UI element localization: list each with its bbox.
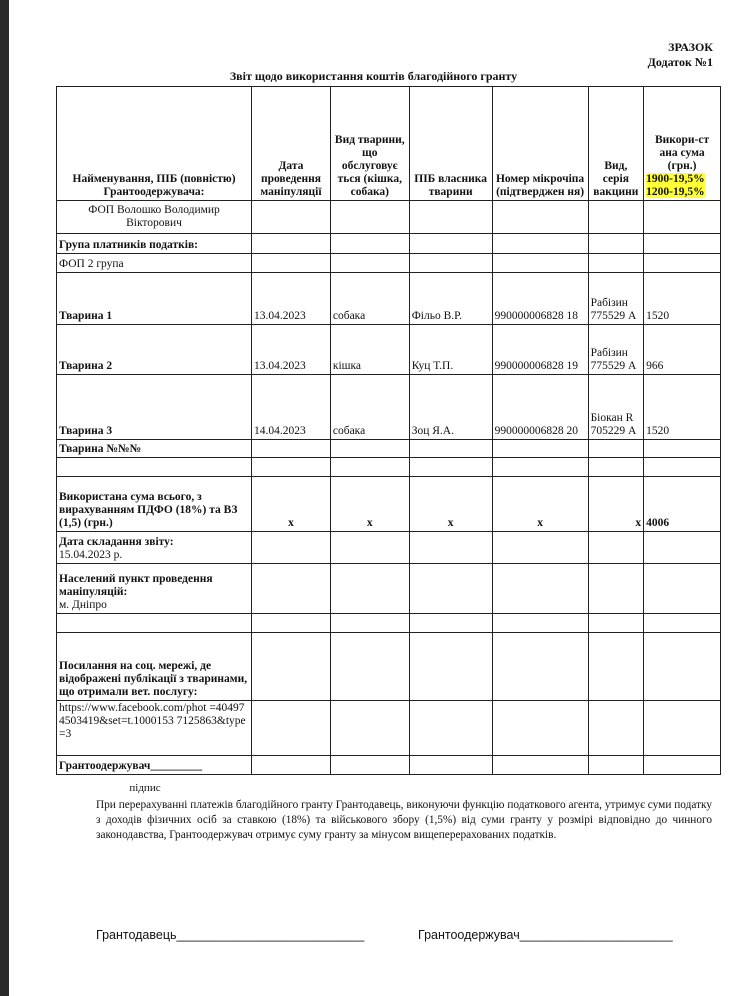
tax-group-row — [57, 254, 721, 273]
col-vaccine-header: Вид, серія вакцини — [588, 87, 644, 201]
grantee-signature-line: Грантоодержувач______________________ — [418, 928, 673, 942]
report-date-label: Дата складання звіту: — [59, 536, 174, 548]
col-chip-header: Номер мікрочіпа (підтверджен ня) — [492, 87, 588, 201]
amount-header-label: Викори-ст ана сума (грн.) — [655, 134, 710, 172]
social-label: Посилання на соц. мережі, де відображені публікації з тваринами, що отримали вет. послугу: — [57, 633, 252, 701]
grantee-name: ФОП Волошко Володимир Вікторович — [57, 201, 252, 234]
amount-rate-1: 1900-19,5% — [646, 173, 705, 185]
animal-label: Тварина 2 — [57, 325, 252, 375]
col-date-header: Дата проведення маніпуляції — [252, 87, 331, 201]
grantee-signature-label: Грантоодержувач_________ — [57, 756, 252, 775]
grantee-signature-row — [57, 756, 721, 775]
grantee-row — [57, 201, 721, 234]
social-url-row — [57, 701, 721, 756]
animal-vaccine: Рабізин 775529 А — [588, 273, 644, 325]
animal-amount: 966 — [644, 325, 721, 375]
total-mark: х — [588, 477, 644, 532]
social-url: https://www.facebook.com/phot =404974503419&set=t.1000153 7125863&type=3 — [57, 701, 252, 756]
grantor-signature-line: Грантодавець___________________________ — [96, 928, 365, 942]
col-name-header: Найменування, ПІБ (повністю) Грантоодержувача: — [57, 87, 252, 201]
total-mark: х — [330, 477, 409, 532]
report-date-value: 15.04.2023 р. — [59, 549, 123, 561]
table-row — [57, 273, 721, 325]
empty-row — [57, 614, 721, 633]
locality-value: м. Дніпро — [59, 599, 107, 611]
animal-more-label: Тварина №№№ — [57, 440, 252, 458]
header-row — [57, 87, 721, 201]
animal-owner: Зоц Я.А. — [409, 375, 492, 440]
animal-owner: Куц Т.П. — [409, 325, 492, 375]
report-title: Звіт щодо використання коштів благодійного гранту — [229, 69, 518, 83]
animal-owner: Фільо В.Р. — [409, 273, 492, 325]
sample-label: ЗРАЗОК — [668, 40, 713, 54]
report-date-row — [57, 532, 721, 564]
report-date-cell — [57, 532, 252, 564]
tax-group-value: ФОП 2 група — [57, 254, 252, 273]
animal-chip: 990000006828 18 — [492, 273, 588, 325]
tax-note: При перерахуванні платежів благодійного гранту Грантодавець, виконуючи функцію податкового агента, утримує суми податку з доходів фізичних осіб за ставкою (18%) та військового збору (1,5%) від суми гранту у розмірі відповідно до чинного законодавства, Грантоодержувач отримує суму гранту за мінусом вищеперерахованих податків. — [96, 799, 712, 841]
animal-amount: 1520 — [644, 375, 721, 440]
total-mark: х — [252, 477, 331, 532]
locality-label: Населений пункт проведення маніпуляцій: — [59, 573, 213, 598]
animal-chip: 990000006828 19 — [492, 325, 588, 375]
animal-type: кішка — [330, 325, 409, 375]
animal-chip: 990000006828 20 — [492, 375, 588, 440]
animal-more-row — [57, 440, 721, 458]
col-owner-header: ПІБ власника тварини — [409, 87, 492, 201]
animal-vaccine: Біокан R 705229 А — [588, 375, 644, 440]
report-table — [56, 86, 721, 775]
animal-type: собака — [330, 273, 409, 325]
social-label-row — [57, 633, 721, 701]
animal-amount: 1520 — [644, 273, 721, 325]
tax-group-label-row — [57, 234, 721, 254]
animal-type: собака — [330, 375, 409, 440]
tax-group-label: Група платників податків: — [57, 234, 252, 254]
locality-row — [57, 564, 721, 614]
total-row — [57, 477, 721, 532]
locality-cell — [57, 564, 252, 614]
col-amount-header — [644, 87, 721, 201]
total-amount: 4006 — [644, 477, 721, 532]
table-row — [57, 325, 721, 375]
animal-date: 14.04.2023 — [252, 375, 331, 440]
empty-row — [57, 458, 721, 477]
amount-rate-2: 1200-19,5% — [646, 186, 705, 198]
animal-label: Тварина 1 — [57, 273, 252, 325]
animal-vaccine: Рабізин 775529 А — [588, 325, 644, 375]
total-mark: х — [409, 477, 492, 532]
animal-date: 13.04.2023 — [252, 325, 331, 375]
animal-date: 13.04.2023 — [252, 273, 331, 325]
animal-label: Тварина 3 — [57, 375, 252, 440]
left-edge-bar — [0, 0, 9, 996]
total-mark: х — [492, 477, 588, 532]
col-animal-type-header: Вид тварини, що обслуговує ться (кішка, собака) — [330, 87, 409, 201]
signature-caption: підпис — [129, 782, 161, 794]
total-label: Використана сума всього, з вирахуванням ПДФО (18%) та ВЗ (1,5) (грн.) — [57, 477, 252, 532]
table-row — [57, 375, 721, 440]
appendix-label: Додаток №1 — [647, 55, 713, 69]
